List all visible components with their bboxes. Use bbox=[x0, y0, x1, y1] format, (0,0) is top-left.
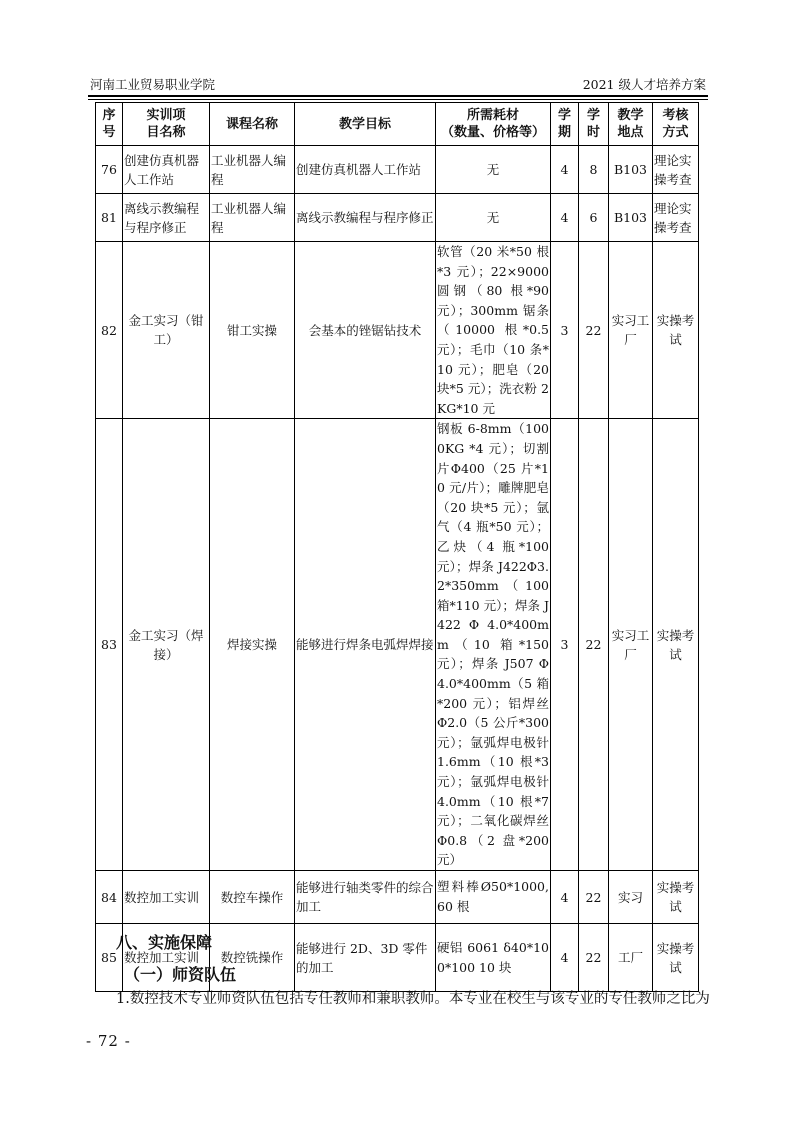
cell-no: 85 bbox=[96, 924, 123, 992]
cell-semester: 4 bbox=[551, 194, 579, 242]
cell-place: B103 bbox=[609, 146, 653, 194]
page-number: - 72 - bbox=[86, 1032, 131, 1050]
document-title: 2021 级人才培养方案 bbox=[582, 77, 706, 92]
cell-hours: 8 bbox=[579, 146, 609, 194]
cell-materials: 无 bbox=[436, 194, 551, 242]
cell-course: 工业机器人编程 bbox=[210, 146, 295, 194]
cell-goal: 创建仿真机器人工作站 bbox=[295, 146, 436, 194]
cell-goal: 会基本的锉锯钻技术 bbox=[295, 242, 436, 419]
cell-project: 数控加工实训 bbox=[123, 924, 210, 992]
cell-hours: 22 bbox=[579, 871, 609, 924]
cell-semester: 3 bbox=[551, 419, 579, 871]
header-exam: 考核 方式 bbox=[653, 103, 699, 146]
cell-goal: 离线示教编程与程序修正 bbox=[295, 194, 436, 242]
cell-course: 工业机器人编程 bbox=[210, 194, 295, 242]
cell-no: 83 bbox=[96, 419, 123, 871]
cell-hours: 22 bbox=[579, 419, 609, 871]
school-name: 河南工业贸易职业学院 bbox=[90, 77, 216, 92]
subsection-heading-faculty: （一）师资队伍 bbox=[124, 965, 237, 984]
cell-no: 81 bbox=[96, 194, 123, 242]
cell-exam: 实操考试 bbox=[653, 242, 699, 419]
table-row bbox=[96, 146, 699, 194]
cell-exam: 实操考试 bbox=[653, 924, 699, 992]
header-goal: 教学目标 bbox=[295, 103, 436, 146]
table-row bbox=[96, 194, 699, 242]
cell-project: 金工实习（钳工） bbox=[123, 242, 210, 419]
cell-materials: 钢板 6-8mm（1000KG *4 元）；切割片Φ400（25 片*10 元/片）；雕牌肥皂（20 块*5 元）；氩气（4 瓶*50 元）；乙炔（4 瓶*100 元）；焊条 J422Φ3.2*350mm（100 箱*110 元）；焊条 J422 Φ 4.0*400mm（10 箱*150 元）；焊条 J507 Φ4.0*400mm（5 箱*200 元）；铝焊丝Φ2.0（5 公斤*300 元）；氩弧焊电极针 1.6mm（10 根*3 元）；氩弧焊电极针 4.0mm（10 根*7 元）；二氧化碳焊丝Φ0.8（2 盘*200 元） bbox=[436, 419, 551, 871]
cell-course: 焊接实操 bbox=[210, 419, 295, 871]
header-semester: 学 期 bbox=[551, 103, 579, 146]
cell-materials: 塑料棒Ø50*1000,60 根 bbox=[436, 871, 551, 924]
header-rule-thin bbox=[88, 99, 708, 100]
cell-no: 84 bbox=[96, 871, 123, 924]
cell-project: 创建仿真机器人工作站 bbox=[123, 146, 210, 194]
cell-materials: 硬铝 6061 δ40*100*100 10 块 bbox=[436, 924, 551, 992]
cell-exam: 理论实操考查 bbox=[653, 194, 699, 242]
cell-materials: 无 bbox=[436, 146, 551, 194]
page-header bbox=[88, 76, 708, 94]
cell-place: 实习工厂 bbox=[609, 242, 653, 419]
header-rule-thick bbox=[88, 95, 708, 97]
cell-project: 数控加工实训 bbox=[123, 871, 210, 924]
cell-semester: 4 bbox=[551, 924, 579, 992]
cell-hours: 22 bbox=[579, 924, 609, 992]
cell-no: 76 bbox=[96, 146, 123, 194]
table-row bbox=[96, 871, 699, 924]
cell-place: 实习工厂 bbox=[609, 419, 653, 871]
cell-goal: 能够进行轴类零件的综合加工 bbox=[295, 871, 436, 924]
cell-project: 金工实习（焊接） bbox=[123, 419, 210, 871]
cell-project: 离线示教编程与程序修正 bbox=[123, 194, 210, 242]
section-heading-implementation: 八、实施保障 bbox=[116, 933, 213, 952]
table-row bbox=[96, 419, 699, 871]
body-paragraph: 1.数控技术专业师资队伍包括专任教师和兼职教师。本专业在校生与该专业的专任教师之比为 bbox=[116, 991, 710, 1007]
cell-course: 数控铣操作 bbox=[210, 924, 295, 992]
cell-semester: 3 bbox=[551, 242, 579, 419]
cell-materials: 软管（20 米*50 根*3 元）；22×9000 圆钢（80 根*90 元）；300mm 锯条（10000 根*0.5 元）；毛巾（10 条*10 元）；肥皂（20 块*5 元）；洗衣粉 2KG*10 元 bbox=[436, 242, 551, 419]
header-hours: 学 时 bbox=[579, 103, 609, 146]
cell-goal: 能够进行 2D、3D 零件的加工 bbox=[295, 924, 436, 992]
header-course: 课程名称 bbox=[210, 103, 295, 146]
header-no: 序 号 bbox=[96, 103, 123, 146]
cell-place: 工厂 bbox=[609, 924, 653, 992]
cell-goal: 能够进行焊条电弧焊焊接 bbox=[295, 419, 436, 871]
cell-hours: 22 bbox=[579, 242, 609, 419]
cell-exam: 理论实操考查 bbox=[653, 146, 699, 194]
cell-course: 数控车操作 bbox=[210, 871, 295, 924]
cell-place: 实习 bbox=[609, 871, 653, 924]
cell-semester: 4 bbox=[551, 146, 579, 194]
cell-semester: 4 bbox=[551, 871, 579, 924]
training-project-table bbox=[95, 102, 699, 992]
cell-no: 82 bbox=[96, 242, 123, 419]
header-project: 实训项 目名称 bbox=[123, 103, 210, 146]
table-row bbox=[96, 242, 699, 419]
cell-exam: 实操考试 bbox=[653, 871, 699, 924]
cell-course: 钳工实操 bbox=[210, 242, 295, 419]
table-header-row bbox=[96, 103, 699, 146]
header-place: 教学 地点 bbox=[609, 103, 653, 146]
cell-place: B103 bbox=[609, 194, 653, 242]
cell-hours: 6 bbox=[579, 194, 609, 242]
cell-exam: 实操考试 bbox=[653, 419, 699, 871]
header-materials: 所需耗材 （数量、价格等） bbox=[436, 103, 551, 146]
